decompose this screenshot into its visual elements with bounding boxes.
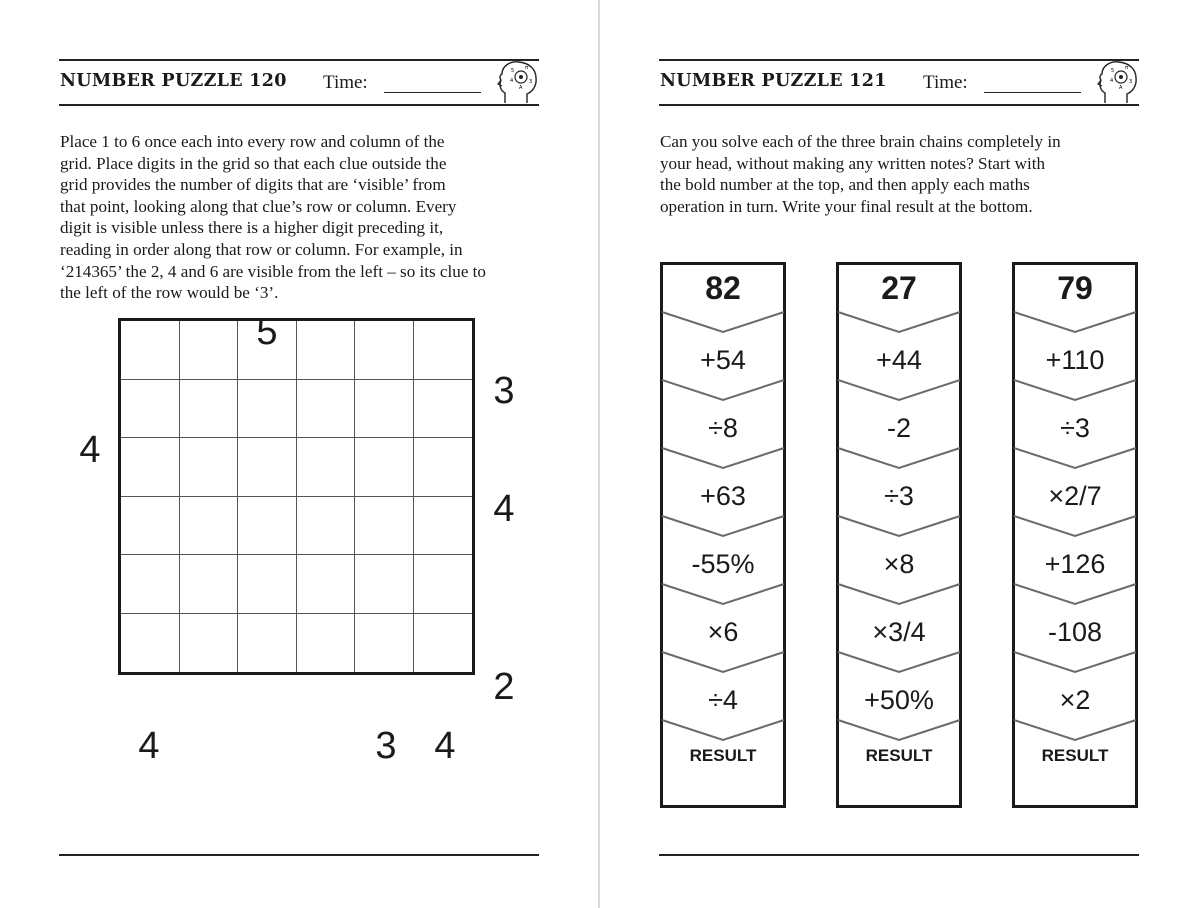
time-label: Time: xyxy=(323,72,368,93)
chevron-separator xyxy=(662,380,784,400)
chain-operation: ÷4 xyxy=(708,685,738,715)
chevron-separator xyxy=(662,720,784,740)
left-page xyxy=(59,0,539,908)
grid-cell[interactable] xyxy=(238,438,297,497)
chevron-separator xyxy=(838,652,960,672)
header-bottom-rule xyxy=(659,104,1139,106)
chain-operation: -55% xyxy=(691,549,755,579)
chevron-separator xyxy=(662,516,784,536)
grid-cell[interactable] xyxy=(238,555,297,614)
grid-cell[interactable] xyxy=(121,321,180,380)
grid-cell[interactable] xyxy=(121,380,180,439)
grid-cell[interactable] xyxy=(297,614,356,673)
chain-operation: +126 xyxy=(1044,549,1106,579)
grid-cell[interactable] xyxy=(355,380,414,439)
chevron-separator xyxy=(662,652,784,672)
right-page xyxy=(659,0,1139,908)
clue-bottom-col5: 3 xyxy=(375,725,397,767)
chain-operation: ×3/4 xyxy=(872,617,926,647)
header-bottom-rule xyxy=(59,104,539,106)
chevron-separator xyxy=(662,312,784,332)
clue-bottom-col1: 4 xyxy=(138,725,160,767)
grid-cell[interactable] xyxy=(297,438,356,497)
chain-operation: +110 xyxy=(1045,345,1105,375)
puzzle-title: NUMBER PUZZLE 121 xyxy=(660,71,887,91)
grid-cell[interactable] xyxy=(121,497,180,556)
chain-frame xyxy=(1012,262,1138,808)
time-entry-line[interactable] xyxy=(384,92,481,93)
chevron-separator xyxy=(1014,516,1136,536)
svg-text:5: 5 xyxy=(511,68,515,74)
chevron-separator xyxy=(838,584,960,604)
clue-right-row6: 2 xyxy=(493,666,515,708)
chain-frame xyxy=(660,262,786,808)
chevron-separator xyxy=(662,448,784,468)
grid-cell[interactable] xyxy=(121,438,180,497)
chain-operation: +50% xyxy=(864,685,934,715)
chain-start-number: 82 xyxy=(705,270,741,306)
grid-cell[interactable] xyxy=(238,380,297,439)
grid-cell[interactable] xyxy=(297,497,356,556)
grid-cell[interactable] xyxy=(414,555,473,614)
brain-gears-head-icon xyxy=(497,61,539,104)
instructions-text: Place 1 to 6 once each into every row and column of the grid. Place digits in the grid so that each clue outside the grid provides the number of digits that are ‘visible’ from that point, looking along that clue’s row or column. Every digit is visible unless there is a higher digit preceding it, reading in order along that row or column. For example, in ‘214365’ the 2, 4 and 6 are visible from the left – so its clue to the left of the row would be ‘3’. xyxy=(60,132,486,303)
svg-text:4: 4 xyxy=(510,78,514,84)
chain-result-label: RESULT xyxy=(865,746,933,765)
chevron-separator xyxy=(838,380,960,400)
skyscraper-grid xyxy=(118,318,475,675)
grid-cell[interactable] xyxy=(180,614,239,673)
chain-operation: ×2/7 xyxy=(1048,481,1102,511)
grid-cell[interactable] xyxy=(414,380,473,439)
chain-start-number: 79 xyxy=(1057,270,1093,306)
clue-top-col3: 5 xyxy=(256,311,278,353)
chain-operation: -2 xyxy=(886,413,911,443)
grid-cell[interactable] xyxy=(297,555,356,614)
grid-cell[interactable] xyxy=(297,380,356,439)
time-label: Time: xyxy=(923,72,968,93)
chain-operation: ÷8 xyxy=(708,413,738,443)
svg-text:π: π xyxy=(525,65,529,71)
chain-operation: +54 xyxy=(700,345,746,375)
chevron-separator xyxy=(838,516,960,536)
grid-cell[interactable] xyxy=(414,614,473,673)
chain-operation: ×8 xyxy=(883,549,915,579)
header-top-rule xyxy=(59,59,539,61)
grid-cell[interactable] xyxy=(355,321,414,380)
svg-text:π: π xyxy=(1125,65,1129,71)
grid-cell[interactable] xyxy=(180,438,239,497)
clue-left-row2: 4 xyxy=(79,429,101,471)
grid-cell[interactable] xyxy=(121,555,180,614)
chevron-separator xyxy=(838,312,960,332)
grid-cell[interactable] xyxy=(180,497,239,556)
chevron-separator xyxy=(838,720,960,740)
grid-cell[interactable] xyxy=(355,555,414,614)
grid-cell[interactable] xyxy=(180,321,239,380)
brain-chain-3 xyxy=(1012,262,1138,808)
svg-text:A: A xyxy=(1119,85,1123,91)
grid-cell[interactable] xyxy=(355,614,414,673)
clue-right-row1: 3 xyxy=(493,370,515,412)
header-top-rule xyxy=(659,59,1139,61)
grid-cell[interactable] xyxy=(180,555,239,614)
chain-operation: +63 xyxy=(700,481,746,511)
brain-gears-head-icon xyxy=(1097,61,1139,104)
grid-cell[interactable] xyxy=(414,497,473,556)
chevron-separator xyxy=(1014,584,1136,604)
chain-result-label: RESULT xyxy=(689,746,757,765)
chevron-separator xyxy=(1014,312,1136,332)
chain-operation: ÷3 xyxy=(884,481,914,511)
puzzle-title: NUMBER PUZZLE 120 xyxy=(60,71,287,91)
chevron-separator xyxy=(1014,652,1136,672)
svg-text:3: 3 xyxy=(529,79,533,85)
clue-bottom-col6: 4 xyxy=(434,725,456,767)
chevron-separator xyxy=(1014,448,1136,468)
chevron-separator xyxy=(1014,720,1136,740)
chain-result-label: RESULT xyxy=(1041,746,1109,765)
grid-cell[interactable] xyxy=(180,380,239,439)
time-entry-line[interactable] xyxy=(984,92,1081,93)
chain-frame xyxy=(836,262,962,808)
chain-start-number: 27 xyxy=(881,270,917,306)
svg-text:4: 4 xyxy=(1110,78,1114,84)
svg-text:3: 3 xyxy=(1129,79,1133,85)
grid-cell[interactable] xyxy=(121,614,180,673)
brain-chain-2 xyxy=(836,262,962,808)
chevron-separator xyxy=(838,448,960,468)
svg-text:5: 5 xyxy=(1111,68,1115,74)
grid-cell[interactable] xyxy=(355,497,414,556)
chevron-separator xyxy=(1014,380,1136,400)
footer-rule xyxy=(659,854,1139,856)
grid-cell[interactable] xyxy=(414,438,473,497)
brain-chain-1 xyxy=(660,262,786,808)
chain-operation: +44 xyxy=(876,345,922,375)
chevron-separator xyxy=(662,584,784,604)
svg-text:A: A xyxy=(519,85,523,91)
footer-rule xyxy=(59,854,539,856)
chain-operation: ×6 xyxy=(707,617,739,647)
grid-cell[interactable] xyxy=(238,614,297,673)
grid-cell[interactable] xyxy=(297,321,356,380)
grid-cell[interactable] xyxy=(414,321,473,380)
chain-operation: ×2 xyxy=(1059,685,1091,715)
instructions-text: Can you solve each of the three brain chains completely in your head, without making any written notes? Start with the bold number at the top, and then apply each maths operation in turn. Write your final result at the bottom. xyxy=(660,132,1061,216)
grid-cell[interactable] xyxy=(355,438,414,497)
page-divider xyxy=(598,0,600,908)
clue-right-row3: 4 xyxy=(493,488,515,530)
grid-cell[interactable] xyxy=(238,497,297,556)
chain-operation: -108 xyxy=(1047,617,1103,647)
chain-operation: ÷3 xyxy=(1060,413,1090,443)
